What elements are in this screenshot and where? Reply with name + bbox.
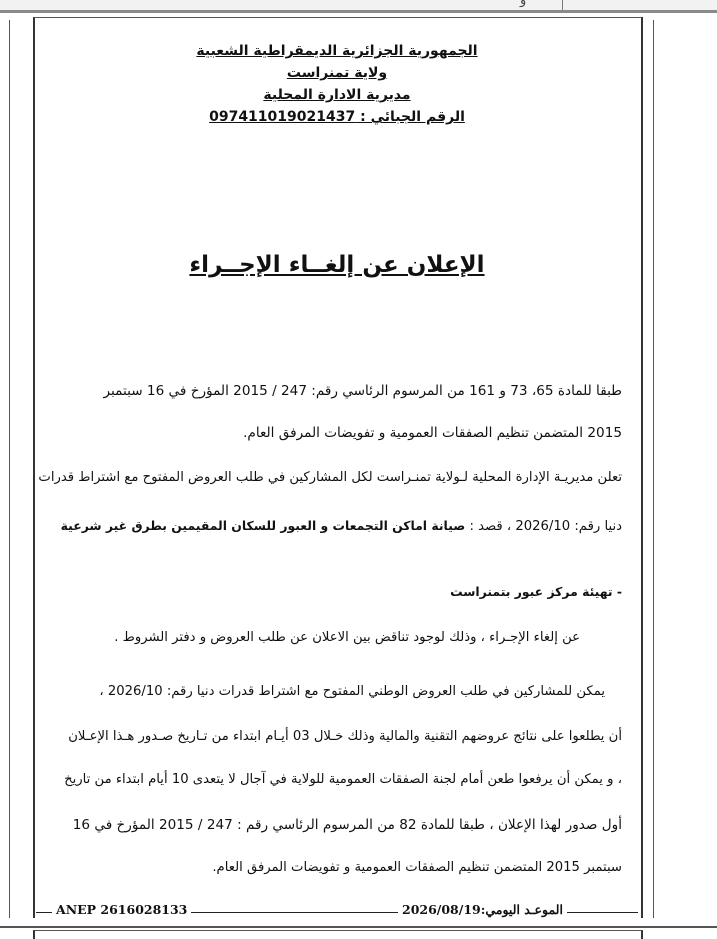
notice-title: الإعلان عن إلغــاء الإجــراء (189, 252, 485, 278)
body-line-6: عن إلغاء الإجـراء ، وذلك لوجود تناقض بين الاعلان عن طلب العروض و دفتر الشروط . (114, 630, 580, 645)
body-line-11: سبتمبر 2015 المتضمن تنظيم الصفقات العمومية و تفويضات المرفق العام. (212, 860, 622, 875)
anep-reference: ANEP 2616028133 (52, 902, 191, 917)
tender-number: دنيا رقم: 2026/10 ، قصد : (469, 519, 622, 534)
body-line-1: طبقا للمادة 65، 73 و 161 من المرسوم الرئاسي رقم: 247 / 2015 المؤرخ في 16 سبتمبر (103, 383, 622, 399)
top-text-fragment: و (520, 0, 527, 8)
body-line-7: يمكن للمشاركين في طلب العروض الوطني المفتوح مع اشتراط قدرات دنيا رقم: 2026/10 ، (99, 684, 605, 699)
issuer-header (33, 40, 641, 128)
wilaya-name: ولاية تمنراست (286, 65, 388, 81)
directorate-name: مديرية الادارة المحلية (263, 87, 411, 103)
bottom-rule (0, 926, 717, 928)
body-line-2: 2015 المتضمن تنظيم الصفقات العمومية و تفويضات المرفق العام. (243, 425, 622, 441)
body-line-8: أن يطلعوا على نتائج عروضهم التقنية والمالية وذلك خـلال 03 أيـام ابتداء من تـاريخ صـدور هـذا الإعـلان (68, 729, 622, 744)
body-line-3: تعلن مديريـة الإدارة المحلية لـولاية تمنـراست لكل المشاركين في طلب العروض المفتوح مع اشتراط قدرات (38, 470, 622, 485)
body-line-4 (48, 516, 622, 537)
tender-object: صيانة اماكن التجمعات و العبور للسكان المقيمين بطرق غير شرعية (60, 518, 466, 533)
top-column-tick (562, 0, 563, 10)
top-rule (0, 10, 717, 13)
body-line-9: ، و يمكن أن يرفعوا طعن أمام لجنة الصفقات العمومية للولاية في آجال لا يتعدى 10 أيام ابتداء من تاريخ (64, 772, 622, 787)
right-column-divider (653, 20, 654, 918)
tax-number: الرقم الجبائي : 097411019021437 (209, 109, 465, 125)
body-line-10: أول صدور لهذا الإعلان ، طبقا للمادة 82 من المرسوم الرئاسي رقم : 247 / 2015 المؤرخ في 16 (72, 817, 622, 833)
publication-date: الموعـد اليومي:2026/08/19 (398, 902, 567, 917)
country-name: الجمهورية الجزائرية الديمقراطية الشعبية (196, 43, 478, 59)
lot-title: - تهيئة مركز عبور بتمنراست (450, 584, 622, 599)
left-column-divider (9, 20, 10, 918)
